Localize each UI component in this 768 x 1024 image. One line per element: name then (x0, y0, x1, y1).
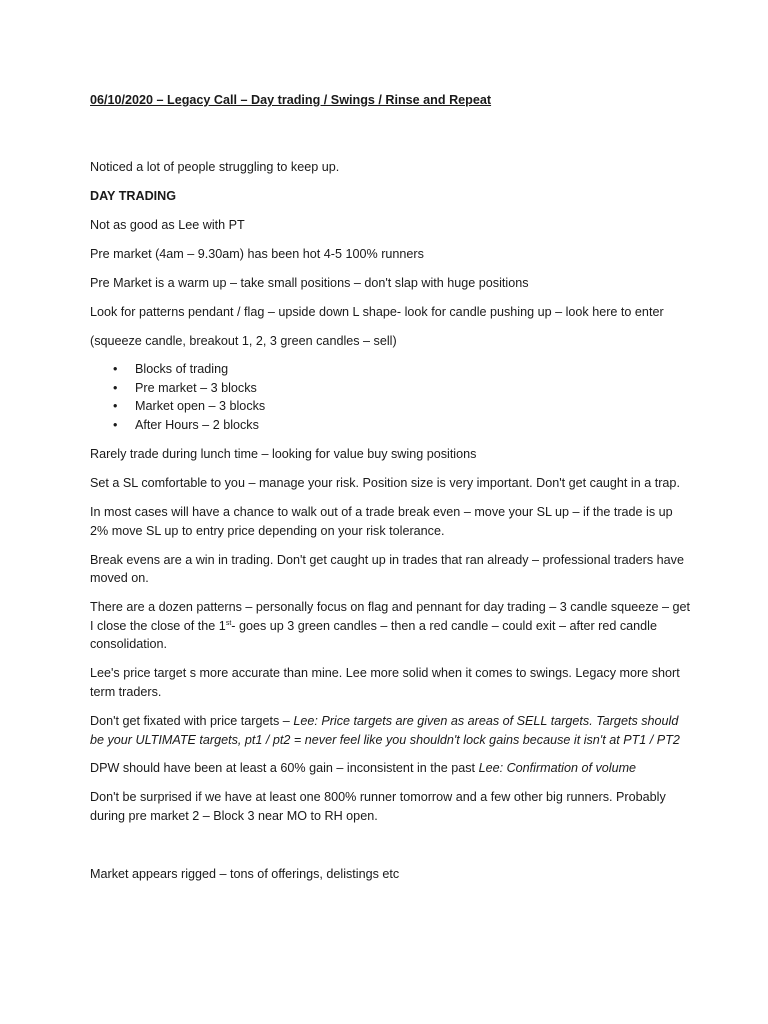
document-page (90, 91, 690, 894)
bullet-icon: • (113, 361, 118, 376)
bullet-icon: • (113, 417, 118, 432)
paragraph-patterns: Look for patterns pendant / flag – upside down L shape- look for candle pushing up – look here to enter (90, 304, 664, 319)
superscript: st (225, 619, 232, 627)
paragraph-rigged: Market appears rigged – tons of offerings, delistings etc (90, 867, 400, 882)
list-item-text: After Hours – 2 blocks (135, 417, 259, 432)
list-item (90, 379, 690, 398)
paragraph-fixated (90, 712, 690, 749)
list-item (90, 360, 690, 379)
spacer (90, 111, 690, 158)
paragraph-break-evens: Break evens are a win in trading. Don't get caught up in trades that ran already – professional traders have moved on. (90, 552, 684, 586)
list-item-text: Pre market – 3 blocks (135, 380, 257, 395)
paragraph-warm-up: Pre Market is a warm up – take small positions – don't slap with huge positions (90, 275, 529, 290)
text-run: - goes up 3 green candles – then a red candle – could exit – after red candle consolidation. (90, 618, 657, 652)
heading-day-trading: DAY TRADING (90, 188, 177, 203)
bullet-list (90, 360, 690, 435)
spacer (90, 836, 690, 855)
paragraph-not-as-good: Not as good as Lee with PT (90, 217, 245, 232)
paragraph-lee-targets: Lee's price target s more accurate than mine. Lee more solid when it comes to swings. Legacy more short term traders. (90, 666, 680, 699)
list-item-text: Market open – 3 blocks (135, 399, 266, 414)
paragraph-break-even-walk: In most cases will have a chance to walk out of a trade break even – move your SL up – if the trade is up 2% move SL up to entry price depending on your risk tolerance. (90, 505, 673, 538)
list-item-text: Blocks of trading (135, 361, 229, 376)
italic-note: Lee: Price targets are given as areas of SELL targets. Targets should be your ULTIMATE targets, pt1 / pt2 = never feel like you shouldn't lock gains because it isn't at PT1 / PT2 (90, 713, 680, 747)
paragraph-dozen-patterns (90, 598, 690, 654)
text-run: Don't get fixated with price targets – (90, 713, 294, 728)
paragraph-intro: Noticed a lot of people struggling to keep up. (90, 160, 340, 174)
italic-note: Lee: Confirmation of volume (478, 761, 637, 776)
paragraph-pre-market-hot: Pre market (4am – 9.30am) has been hot 4-5 100% runners (90, 246, 424, 261)
paragraph-surprised: Don't be surprised if we have at least one 800% runner tomorrow and a few other big runners. Probably during pre market 2 – Block 3 near MO to RH open. (90, 790, 666, 824)
bullet-icon: • (113, 380, 118, 395)
bullet-icon: • (113, 399, 118, 414)
list-item (90, 397, 690, 416)
paragraph-lunch: Rarely trade during lunch time – looking for value buy swing positions (90, 447, 477, 462)
paragraph-squeeze: (squeeze candle, breakout 1, 2, 3 green candles – sell) (90, 333, 397, 348)
list-item (90, 416, 690, 435)
document-title: 06/10/2020 – Legacy Call – Day trading / Swings / Rinse and Repeat (90, 93, 492, 107)
paragraph-dpw (90, 759, 690, 778)
text-run: DPW should have been at least a 60% gain – inconsistent in the past (90, 761, 479, 776)
paragraph-stop-loss: Set a SL comfortable to you – manage your risk. Position size is very important. Don't get caught in a trap. (90, 476, 680, 491)
text-run: There are a dozen patterns – personally focus on flag and pennant for day trading – 3 candle squeeze – get I close the close of the 1 (90, 600, 691, 633)
